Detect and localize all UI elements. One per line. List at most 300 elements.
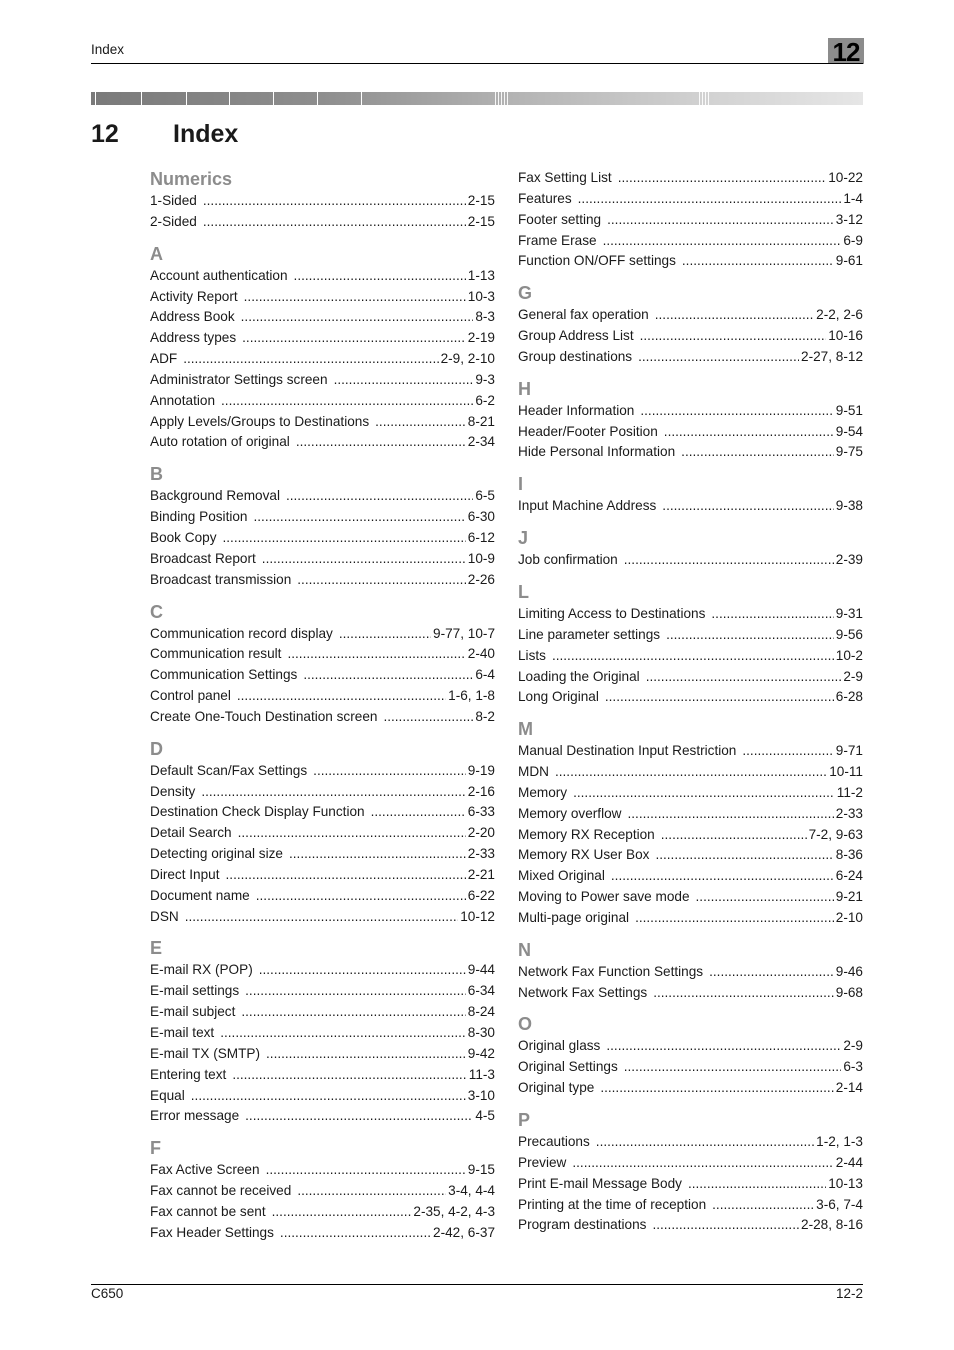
index-entry [518, 908, 863, 929]
index-entry [518, 442, 863, 463]
index-entry-page: 2-16 [467, 783, 495, 799]
index-section [150, 243, 495, 454]
dot-leader [256, 886, 466, 907]
page-title [91, 120, 238, 149]
index-entry-page: 8-36 [835, 847, 863, 863]
index-section [518, 282, 863, 368]
dot-leader [297, 570, 466, 591]
index-entry [518, 347, 863, 368]
index-entry-page: 2-19 [467, 330, 495, 346]
index-entry [518, 845, 863, 866]
index-section-heading: Numerics [150, 169, 233, 189]
index-entry [150, 907, 495, 928]
index-section [518, 939, 863, 1004]
index-entry-page: 2-2, 2-6 [816, 307, 863, 323]
index-entry [150, 528, 495, 549]
index-entry-page: 6-24 [835, 868, 863, 884]
dot-leader [383, 707, 473, 728]
index-entry-term: Communication result [150, 646, 282, 662]
index-entry-term: E-mail text [150, 1025, 215, 1040]
index-entry-term: Original Settings [518, 1059, 618, 1075]
dot-leader [238, 823, 466, 844]
index-entry-page: 9-42 [467, 1045, 495, 1061]
header-rule [91, 63, 863, 64]
index-entry-term: Destination Check Display Function [150, 804, 365, 820]
index-entry-page: 7-2, 9-63 [808, 826, 863, 842]
dot-leader [286, 486, 473, 507]
dot-leader [272, 1202, 412, 1223]
index-entry-page: 2-9 [843, 668, 863, 684]
index-column-left [150, 168, 495, 1254]
dot-leader [241, 307, 474, 328]
index-entry [150, 432, 495, 453]
dot-leader [661, 825, 807, 846]
dot-leader [266, 1160, 466, 1181]
index-entry-page: 9-71 [835, 743, 863, 759]
index-entry-term: Print E-mail Message Body [518, 1175, 682, 1191]
index-entry-term: Create One-Touch Destination screen [150, 708, 378, 724]
index-entry [518, 210, 863, 231]
index-entry [518, 401, 863, 422]
index-entry-term: Fax cannot be received [150, 1183, 292, 1199]
index-section [150, 937, 495, 1127]
index-section [518, 581, 863, 708]
index-entry-term: Memory RX Reception [518, 826, 655, 842]
index-entry [150, 644, 495, 665]
index-entry [518, 1132, 863, 1153]
dot-leader [628, 804, 834, 825]
index-entry-term: Default Scan/Fax Settings [150, 762, 308, 778]
index-entry-term: Address types [150, 330, 237, 346]
index-entry [518, 762, 863, 783]
index-entry-page: 9-61 [835, 253, 863, 269]
index-entry-term: Network Fax Settings [518, 984, 648, 1000]
dot-leader [201, 782, 465, 803]
index-entry-term: E-mail subject [150, 1004, 236, 1020]
index-entry-term: Memory RX User Box [518, 847, 650, 863]
index-entry-term: Communication Settings [150, 667, 298, 683]
dot-leader [220, 1023, 466, 1044]
index-entry-term: 1-Sided [150, 193, 197, 208]
index-section [518, 168, 863, 272]
chapter-number-badge: 12 [828, 38, 864, 64]
index-entry-term: Administrator Settings screen [150, 371, 328, 387]
dot-leader [618, 168, 827, 189]
dot-leader [242, 328, 466, 349]
dot-leader [681, 442, 834, 463]
index-section-heading: B [150, 464, 163, 485]
index-entry [150, 412, 495, 433]
index-entry-page: 6-33 [467, 804, 495, 820]
index-entry-term: Job confirmation [518, 552, 618, 568]
index-entry-term: Manual Destination Input Restriction [518, 743, 737, 759]
dot-leader [573, 783, 835, 804]
dot-leader [232, 1065, 466, 1086]
index-entry-page: 6-30 [467, 509, 495, 525]
dot-leader [552, 646, 834, 667]
index-entry [518, 1195, 863, 1216]
index-entry [150, 665, 495, 686]
footer-page-number: 12-2 [835, 1286, 863, 1301]
index-entry-page: 9-46 [835, 963, 863, 979]
index-entry-page: 8-30 [467, 1025, 495, 1040]
index-entry-page: 10-22 [828, 170, 863, 185]
index-entry-term: Program destinations [518, 1217, 647, 1233]
index-entry-term: MDN [518, 764, 549, 780]
dot-leader [245, 1106, 473, 1127]
index-entry [150, 1065, 495, 1086]
index-section-heading: H [518, 378, 531, 399]
index-entry-term: Apply Levels/Groups to Destinations [150, 413, 370, 429]
index-entry-page: 9-54 [835, 423, 863, 439]
index-entry [150, 865, 495, 886]
index-entry-page: 4-5 [475, 1108, 495, 1124]
index-section-heading: A [150, 243, 163, 264]
dot-leader [652, 1215, 799, 1236]
index-entry [518, 625, 863, 646]
index-entry-page: 8-2 [475, 708, 495, 724]
index-entry-page: 2-9, 2-10 [440, 351, 495, 367]
index-entry-term: ADF [150, 351, 178, 367]
index-entry-page: 10-3 [467, 288, 495, 304]
index-entry-page: 9-68 [835, 984, 863, 1000]
dot-leader [203, 191, 466, 212]
index-entry-term: Fax cannot be sent [150, 1203, 266, 1219]
index-entry-page: 10-2 [835, 647, 863, 663]
index-entry [518, 231, 863, 252]
index-entry [150, 1086, 495, 1107]
index-entry-page: 2-34 [467, 434, 495, 450]
index-entry-page: 2-27, 8-12 [801, 348, 863, 364]
index-section-heading: C [150, 601, 163, 622]
index-entry-term: Frame Erase [518, 232, 597, 248]
dot-leader [223, 528, 466, 549]
dot-leader [183, 349, 438, 370]
dot-leader [655, 305, 814, 326]
index-entry-page: 8-24 [467, 1004, 495, 1020]
index-entry-term: 2-Sided [150, 213, 197, 229]
index-entry [150, 1223, 495, 1244]
dot-leader [254, 507, 466, 528]
index-entry-term: Printing at the time of reception [518, 1196, 707, 1212]
index-entry-term: Group destinations [518, 348, 633, 364]
index-entry-term: Error message [150, 1108, 240, 1124]
index-entry-page: 9-51 [835, 402, 863, 418]
dot-leader [635, 908, 834, 929]
dot-leader [555, 762, 827, 783]
index-section [150, 1137, 495, 1243]
index-entry [150, 191, 495, 212]
index-entry-page: 9-31 [835, 605, 863, 621]
index-entry-term: Features [518, 190, 572, 206]
index-entry-term: Original glass [518, 1038, 601, 1054]
index-entry-term: Binding Position [150, 509, 248, 525]
index-entry [518, 687, 863, 708]
index-entry-term: Header/Footer Position [518, 423, 658, 439]
dot-leader [266, 1044, 466, 1065]
index-entry-page: 2-9 [843, 1038, 863, 1054]
index-entry-page: 2-15 [467, 213, 495, 229]
dot-leader [280, 1223, 431, 1244]
index-entry [150, 960, 495, 981]
footer-rule [91, 1284, 863, 1285]
index-entry-page: 3-6, 7-4 [816, 1196, 863, 1212]
index-section [518, 378, 863, 464]
dot-leader [259, 960, 466, 981]
index-section [518, 473, 863, 517]
index-entry-term: Equal [150, 1087, 185, 1103]
index-entry [518, 887, 863, 908]
dot-leader [596, 1132, 814, 1153]
index-entry [150, 287, 495, 308]
dot-leader [607, 210, 834, 231]
dot-leader [334, 370, 474, 391]
index-entry-page: 2-20 [467, 825, 495, 841]
index-entry [150, 1002, 495, 1023]
index-entry-term: Annotation [150, 392, 216, 408]
index-section-heading: G [518, 283, 533, 304]
index-entry-term: Precautions [518, 1134, 590, 1149]
index-entry-term: Memory [518, 784, 568, 800]
index-entry-page: 10-16 [828, 328, 863, 344]
index-entry-page: 9-56 [835, 626, 863, 642]
dot-leader [709, 962, 834, 983]
index-entry [150, 486, 495, 507]
index-entry-page: 6-5 [475, 488, 495, 504]
index-entry-page: 1-4 [843, 190, 863, 206]
index-section [150, 168, 495, 233]
index-entry [150, 1181, 495, 1202]
dot-leader [640, 326, 827, 347]
index-entry [150, 823, 495, 844]
index-entry-term: Hide Personal Information [518, 444, 676, 460]
dot-leader [245, 981, 466, 1002]
dot-leader [221, 391, 473, 412]
index-entry-term: DSN [150, 908, 179, 924]
index-entry [518, 326, 863, 347]
index-entry-page: 9-38 [835, 498, 863, 514]
index-entry-page: 2-26 [467, 571, 495, 587]
index-entry [518, 1057, 863, 1078]
index-entry [150, 782, 495, 803]
dot-leader [289, 844, 466, 865]
index-entry-term: Communication record display [150, 625, 333, 641]
index-entry-page: 6-4 [475, 667, 495, 683]
dot-leader [605, 687, 834, 708]
index-section-heading: O [518, 1014, 533, 1035]
index-entry-term: Memory overflow [518, 805, 622, 821]
dot-leader [572, 1153, 833, 1174]
dot-leader [624, 550, 834, 571]
dot-leader [203, 212, 466, 233]
index-entry-page: 3-12 [835, 211, 863, 227]
index-entry-page: 10-12 [460, 908, 495, 924]
dot-leader [603, 231, 842, 252]
index-entry-term: Fax Setting List [518, 170, 612, 185]
page-title-number: 12 [91, 120, 119, 148]
index-section-heading: L [518, 581, 529, 602]
page-title-text: Index [173, 120, 239, 148]
dot-leader [606, 1036, 841, 1057]
dot-leader [371, 802, 466, 823]
index-entry-term: Density [150, 783, 196, 799]
index-entry-term: General fax operation [518, 307, 649, 323]
index-entry-term: Line parameter settings [518, 626, 661, 642]
index-entry-page: 2-28, 8-16 [801, 1217, 863, 1233]
index-entry [150, 1106, 495, 1127]
dot-leader [624, 1057, 842, 1078]
index-entry-page: 8-21 [467, 413, 495, 429]
index-entry [518, 866, 863, 887]
index-entry-page: 2-33 [467, 846, 495, 862]
index-entry-term: Detecting original size [150, 846, 283, 862]
dot-leader [662, 496, 833, 517]
index-entry-page: 6-2 [475, 392, 495, 408]
dot-leader [287, 644, 465, 665]
index-entry-term: Function ON/OFF settings [518, 253, 676, 269]
index-entry-term: Address Book [150, 309, 235, 325]
index-entry-page: 2-10 [835, 909, 863, 925]
index-entry-term: Auto rotation of original [150, 434, 290, 450]
dot-leader [191, 1086, 466, 1107]
index-entry-term: Moving to Power save mode [518, 889, 690, 905]
index-entry-term: Book Copy [150, 529, 217, 545]
index-entry [150, 212, 495, 233]
index-entry [518, 422, 863, 443]
index-entry-term: Limiting Access to Destinations [518, 605, 706, 621]
index-entry-term: Group Address List [518, 328, 634, 344]
index-entry-term: Activity Report [150, 288, 238, 304]
index-section [518, 1013, 863, 1099]
index-entry-term: E-mail RX (POP) [150, 962, 253, 978]
index-entry [150, 707, 495, 728]
index-entry-page: 9-19 [467, 762, 495, 778]
index-section [518, 718, 863, 929]
index-entry [150, 266, 495, 287]
dot-leader [226, 865, 466, 886]
index-entry-term: Loading the Original [518, 668, 640, 684]
index-entry-page: 2-35, 4-2, 4-3 [413, 1203, 495, 1219]
index-entry-page: 2-40 [467, 646, 495, 662]
dot-leader [653, 983, 834, 1004]
index-entry [150, 1160, 495, 1181]
index-entry-page: 6-34 [467, 983, 495, 999]
index-entry-term: Mixed Original [518, 868, 605, 884]
index-section [518, 1109, 863, 1236]
index-entry [150, 686, 495, 707]
index-entry-term: Broadcast Report [150, 550, 256, 566]
dot-leader [296, 432, 466, 453]
index-entry-page: 6-12 [467, 529, 495, 545]
index-entry-page: 1-13 [467, 267, 495, 283]
index-entry-page: 9-77, 10-7 [433, 625, 495, 641]
index-entry-term: Detail Search [150, 825, 232, 841]
index-entry-term: Long Original [518, 689, 599, 705]
index-entry-page: 9-15 [467, 1162, 495, 1178]
index-section [150, 463, 495, 590]
index-entry-term: Account authentication [150, 267, 288, 283]
index-entry [518, 825, 863, 846]
dot-leader [375, 412, 466, 433]
index-entry [518, 667, 863, 688]
dot-leader [640, 401, 833, 422]
index-entry-term: Fax Active Screen [150, 1162, 260, 1178]
index-entry-term: Background Removal [150, 488, 280, 504]
footer-model: C650 [91, 1286, 124, 1301]
index-entry-term: E-mail TX (SMTP) [150, 1045, 261, 1061]
index-entry-term: Lists [518, 647, 546, 663]
index-entry [518, 1174, 863, 1195]
index-entry-page: 10-11 [829, 764, 863, 780]
dot-leader [600, 1078, 833, 1099]
index-entry-page: 2-44 [835, 1154, 863, 1170]
index-entry-term: Fax Header Settings [150, 1224, 274, 1240]
dot-leader [666, 625, 834, 646]
dot-leader [638, 347, 799, 368]
dot-leader [297, 1181, 446, 1202]
index-entry [518, 496, 863, 517]
index-entry [518, 983, 863, 1004]
dot-leader [339, 624, 431, 645]
index-entry-term: Entering text [150, 1066, 227, 1082]
index-entry [150, 981, 495, 1002]
index-entry [150, 624, 495, 645]
index-entry-page: 6-28 [835, 689, 863, 705]
dot-leader [712, 1195, 814, 1216]
dot-leader [294, 266, 466, 287]
index-entry-page: 11-3 [468, 1066, 495, 1082]
index-section-heading: M [518, 719, 533, 740]
dot-leader [313, 761, 466, 782]
index-entry-page: 6-9 [843, 232, 863, 248]
index-entry [150, 1202, 495, 1223]
index-entry [150, 307, 495, 328]
dot-leader [303, 665, 473, 686]
index-entry [518, 251, 863, 272]
dot-leader [655, 845, 833, 866]
index-entry [150, 886, 495, 907]
dot-leader [578, 189, 842, 210]
index-entry [150, 802, 495, 823]
index-entry [150, 507, 495, 528]
index-entry-term: Direct Input [150, 866, 220, 882]
index-entry-term: Footer setting [518, 211, 602, 227]
index-entry-term: Header Information [518, 402, 635, 418]
index-entry [518, 604, 863, 625]
index-entry [518, 646, 863, 667]
index-section-heading: J [518, 528, 529, 549]
running-header-label: Index [91, 42, 125, 57]
index-section [150, 738, 495, 928]
dot-leader [711, 604, 833, 625]
dot-leader [742, 741, 833, 762]
dot-leader [611, 866, 834, 887]
index-entry-page: 9-3 [475, 371, 495, 387]
index-entry-page: 2-42, 6-37 [433, 1224, 495, 1240]
index-entry-term: Preview [518, 1154, 567, 1170]
index-entry [150, 1044, 495, 1065]
index-entry-page: 2-14 [835, 1080, 863, 1096]
dot-leader [241, 1002, 465, 1023]
index-entry-term: Network Fax Function Settings [518, 963, 704, 979]
index-entry-page: 2-21 [467, 866, 495, 882]
index-entry-page: 6-3 [843, 1059, 863, 1075]
index-entry-term: E-mail settings [150, 983, 240, 999]
index-entry [518, 1078, 863, 1099]
index-entry-page: 3-10 [467, 1087, 495, 1103]
dot-leader [664, 422, 834, 443]
index-entry-term: Broadcast transmission [150, 571, 292, 587]
